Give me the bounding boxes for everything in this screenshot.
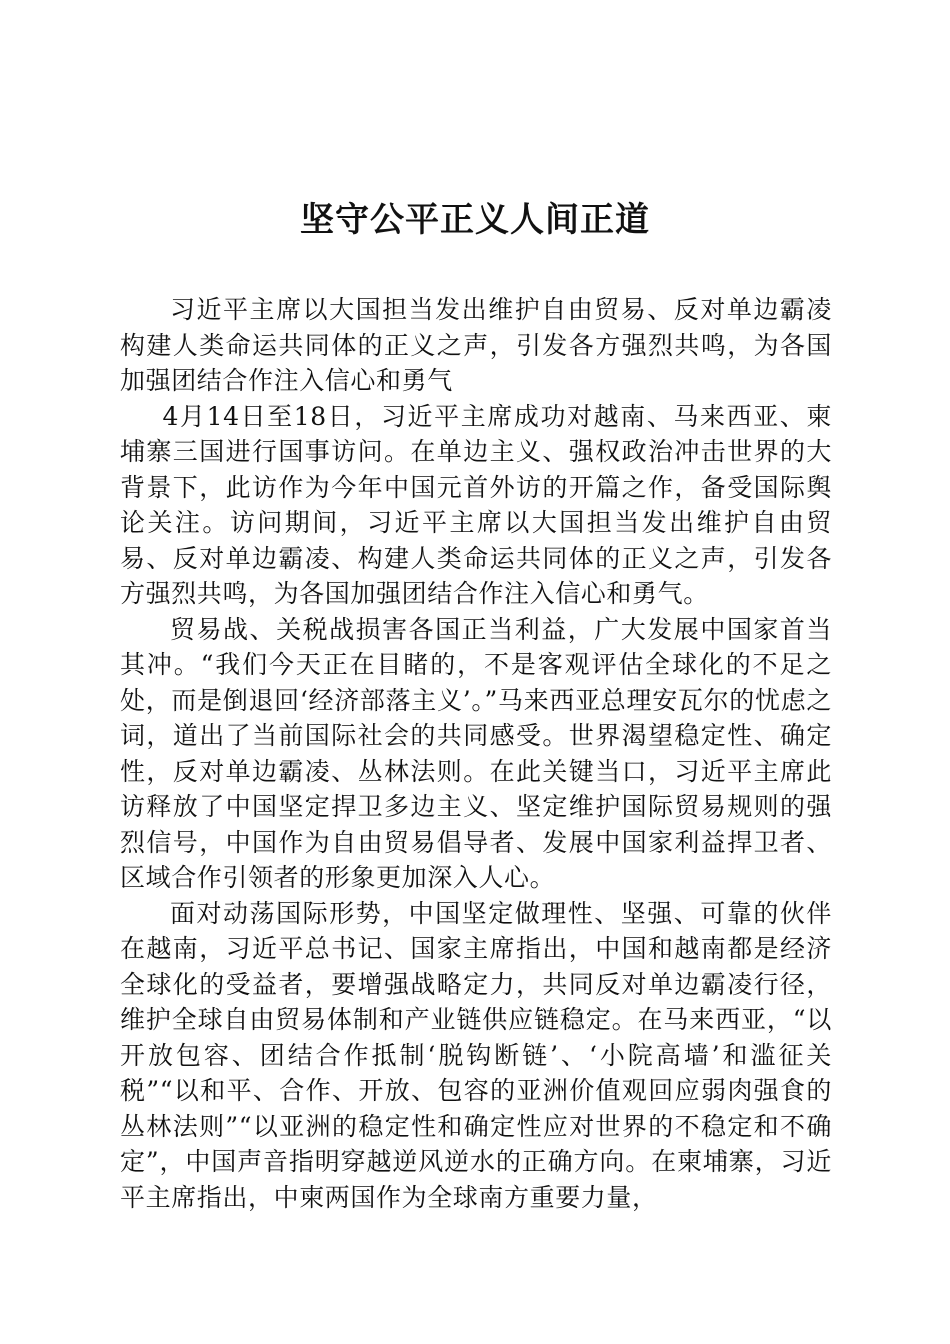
document-body — [120, 292, 832, 1215]
paragraph-visit-overview: 4月14日至18日，习近平主席成功对越南、马来西亚、柬埔寨三国进行国事访问。在单边主义、强权政治冲击世界的大背景下，此访作为今年中国元首外访的开篇之作，备受国际舆论关注。访问期间，习近平主席以大国担当发出维护自由贸易、反对单边霸凌、构建人类命运共同体的正义之声，引发各方强烈共鸣，为各国加强团结合作注入信心和勇气。 — [120, 401, 832, 608]
paragraph-lead: 习近平主席以大国担当发出维护自由贸易、反对单边霸凌构建人类命运共同体的正义之声，引发各方强烈共鸣，为各国加强团结合作注入信心和勇气 — [120, 295, 832, 395]
paragraph-partner: 面对动荡国际形势，中国坚定做理性、坚强、可靠的伙伴在越南，习近平总书记、国家主席指出，中国和越南都是经济全球化的受益者，要增强战略定力，共同反对单边霸凌行径，维护全球自由贸易体制和产业链供应链稳定。在马来西亚，“以开放包容、团结合作抵制‘脱钩断链’、‘小院高墙’和滥征关税”“以和平、合作、开放、包容的亚洲价值观回应弱肉强食的丛林法则”“以亚洲的稳定性和确定性应对世界的不稳定和不确定”，中国声音指明穿越逆风逆水的正确方向。在柬埔寨，习近平主席指出，中柬两国作为全球南方重要力量， — [120, 898, 832, 1212]
document-title: 坚守公平正义人间正道 — [300, 200, 650, 240]
paragraph-trade-war: 贸易战、关税战损害各国正当利益，广大发展中国家首当其冲。“我们今天正在目睹的，不是客观评估全球化的不足之处，而是倒退回‘经济部落主义’。”马来西亚总理安瓦尔的忧虑之词，道出了当前国际社会的共同感受。世界渴望稳定性、确定性，反对单边霸凌、丛林法则。在此关键当口，习近平主席此访释放了中国坚定捍卫多边主义、坚定维护国际贸易规则的强烈信号，中国作为自由贸易倡导者、发展中国家利益捍卫者、区域合作引领者的形象更加深入人心。 — [120, 614, 832, 892]
